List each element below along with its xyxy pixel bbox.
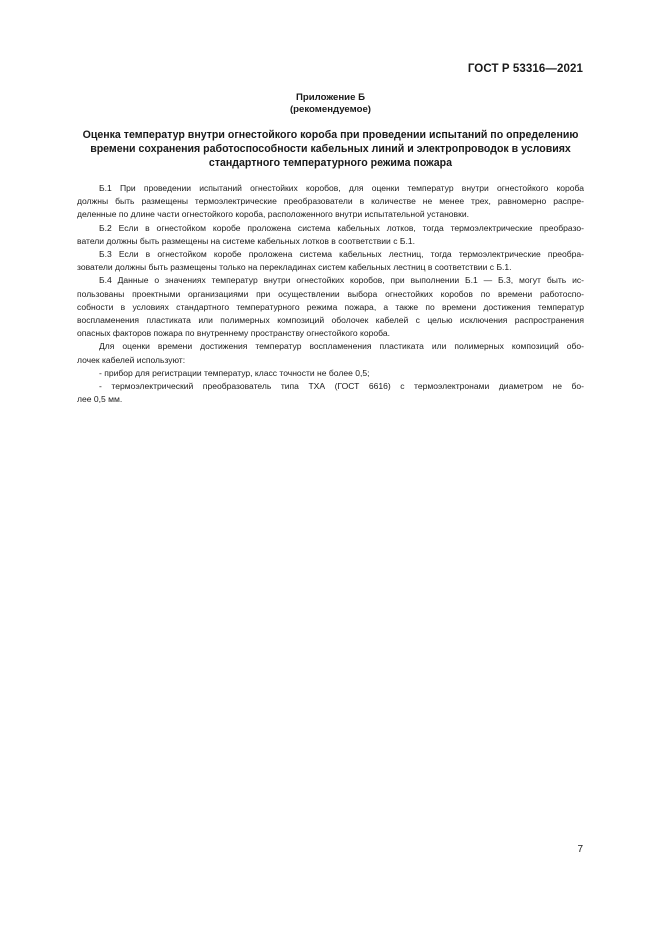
document-code: ГОСТ Р 53316—2021	[467, 63, 583, 75]
body-line: ватели должны быть размещены на системе кабельных лотков в соответствии с Б.1.	[77, 235, 415, 246]
title-line: Оценка температур внутри огнестойкого короба при проведении испытаний по определению	[82, 129, 579, 141]
body-line: опасных факторов пожара по внутреннему пространству огнестойкого короба.	[77, 328, 390, 339]
appendix-heading	[0, 92, 661, 116]
body-text	[77, 182, 584, 406]
title-line: стандартного температурного режима пожара	[208, 157, 453, 169]
body-line: - прибор для регистрации температур, класс точности не более 0,5;	[99, 367, 370, 378]
body-line: - термоэлектрический преобразователь типа ТХА (ГОСТ 6616) с термоэлектронами диаметром не бо-	[99, 381, 584, 392]
appendix-status: (рекомендуемое)	[289, 104, 371, 115]
body-line: собности в условиях стандартного температурного режима пожара, а также по времени достижения температур	[77, 301, 584, 312]
body-line: деленные по длине части огнестойкого короба, расположенного внутри испытательной установки.	[77, 209, 469, 220]
body-line: должны быть размещены термоэлектрические преобразователи в количестве не менее трех, равномерно распре-	[77, 196, 584, 207]
body-line: воспламенения пластиката или полимерных композиций оболочек кабелей с целью исключения распространения	[77, 315, 584, 326]
body-line: Для оценки времени достижения температур воспламенения пластиката или полимерных композиций обо-	[99, 341, 584, 352]
body-line: Б.3 Если в огнестойком коробе проложена система кабельных лестниц, тогда термоэлектрические преобра-	[99, 249, 584, 260]
body-line: Б.2 Если в огнестойком коробе проложена система кабельных лотков, тогда термоэлектрические преобразо-	[99, 222, 584, 233]
body-line: лее 0,5 мм.	[77, 394, 123, 405]
appendix-label: Приложение Б	[296, 92, 365, 103]
title-line: времени сохранения работоспособности кабельных линий и электропроводок в условиях	[90, 143, 571, 155]
body-line: зователи должны быть размещены только на перекладинах систем кабельных лестниц в соответствии с Б.1.	[77, 262, 512, 273]
body-line: лочек кабелей используют:	[77, 354, 186, 365]
page-number: 7	[577, 844, 583, 855]
appendix-title	[50, 128, 611, 170]
body-line: пользованы проектными организациями при осуществлении выбора огнестойких коробов по времени работоспо-	[77, 288, 584, 299]
body-line: Б.4 Данные о значениях температур внутри огнестойких коробов, при выполнении Б.1 — Б.3, могут быть ис-	[99, 275, 584, 286]
body-line: Б.1 При проведении испытаний огнестойких коробов, для оценки температур внутри огнестойкого короба	[99, 183, 584, 193]
